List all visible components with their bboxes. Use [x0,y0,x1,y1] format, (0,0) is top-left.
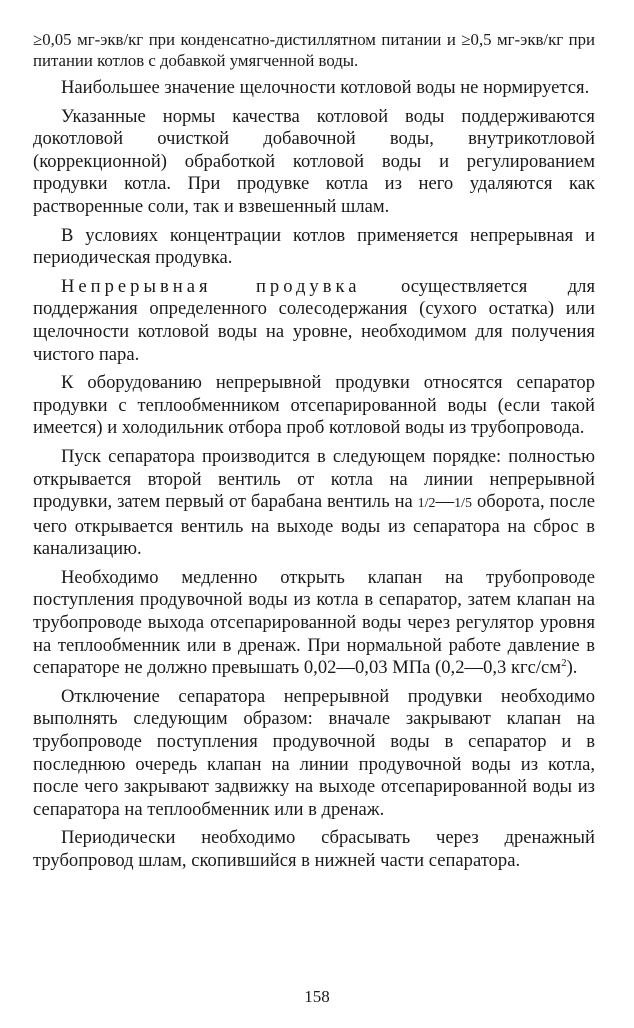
valve-opening-end: ). [566,657,578,679]
continuous-blowdown-term: Непрерывная продувка [61,275,361,297]
page-number: 158 [304,987,330,1006]
paragraph-periodic-drain: Периодически необходимо сбрасывать через дренажный трубопровод шлам, скопившийся в нижней части сепаратора. [33,827,595,871]
separator-start-text: Пуск сепаратора производится в следующем порядке: полностью открывается второй вентиль от котла на линии непрерывной продувки, затем первый от барабана вентиль на [33,445,595,513]
paragraph-quality-norms: Указанные нормы качества котловой воды поддерживаются докотловой очисткой добавочной воды, внутрикотловой (коррекционной) обработкой котловой воды и регулированием продувки котла. При продувке котла из него удаляются как растворенные соли, так и взвешенный шлам. [33,105,595,217]
paragraph-separator-shutdown: Отключение сепаратора непрерывной продувки необходимо выполнять следующим образом: вначале закрывают клапан на трубопроводе поступления продувочной воды в сепаратор и в последнюю очередь клапан на линии продувочной воды из котла, после чего закрывают задвижку на выходе отсепарированной воды из сепаратора на теплообменник или в дренаж. [33,685,595,820]
paragraph-equipment: К оборудованию непрерывной продувки относятся сепаратор продувки с теплообменником отсепарированной воды (если такой имеется) и холодильник отбора проб котловой воды из трубопровода. [33,372,595,439]
fraction-fifth: 1/5 [454,496,473,512]
page-text [33,30,595,879]
paragraph-continuous-blowdown [33,276,595,366]
continuous-blowdown-text: осуществляется для поддержания определенного солесодержания (сухого остатка) или щелочности котловой воды на уровне, необходимом для получения чистого пара. [33,275,595,365]
paragraph-valve-opening [33,567,595,680]
blowdown-types-text: В условиях концентрации котлов применяется [61,224,471,246]
blowdown-types-emphasis: непрерывная и периодическая продувка [33,224,595,269]
fraction-dash: — [435,491,455,513]
paragraph-blowdown-types [33,225,595,270]
paragraph-separator-start [33,446,595,561]
blowdown-types-end: . [227,247,233,269]
superscript-two: 2 [561,657,567,670]
separator-start-end: оборота, после чего открывается вентиль на выходе воды из сепаратора на сброс в канализацию. [33,491,595,560]
fraction-half: 1/2 [417,496,436,512]
valve-opening-text: Необходимо медленно открыть клапан на трубопроводе поступления продувочной воды из котла в сепаратор, затем клапан на трубопроводе выхода отсепарированной воды через регулятор уровня на теплообменник или в дренаж. При нормальной работе давление в сепараторе не должно превышать 0,02—0,03 МПа (0,2—0,3 кгс/см [33,566,595,679]
paragraph-norms-continuation: ≥0,05 мг-экв/кг при конденсатно-дистиллятном питании и ≥0,5 мг-экв/кг при питании котлов с добавкой умягченной воды. [33,30,595,70]
paragraph-alkalinity: Наибольшее значение щелочности котловой воды не нормируется. [61,77,590,98]
